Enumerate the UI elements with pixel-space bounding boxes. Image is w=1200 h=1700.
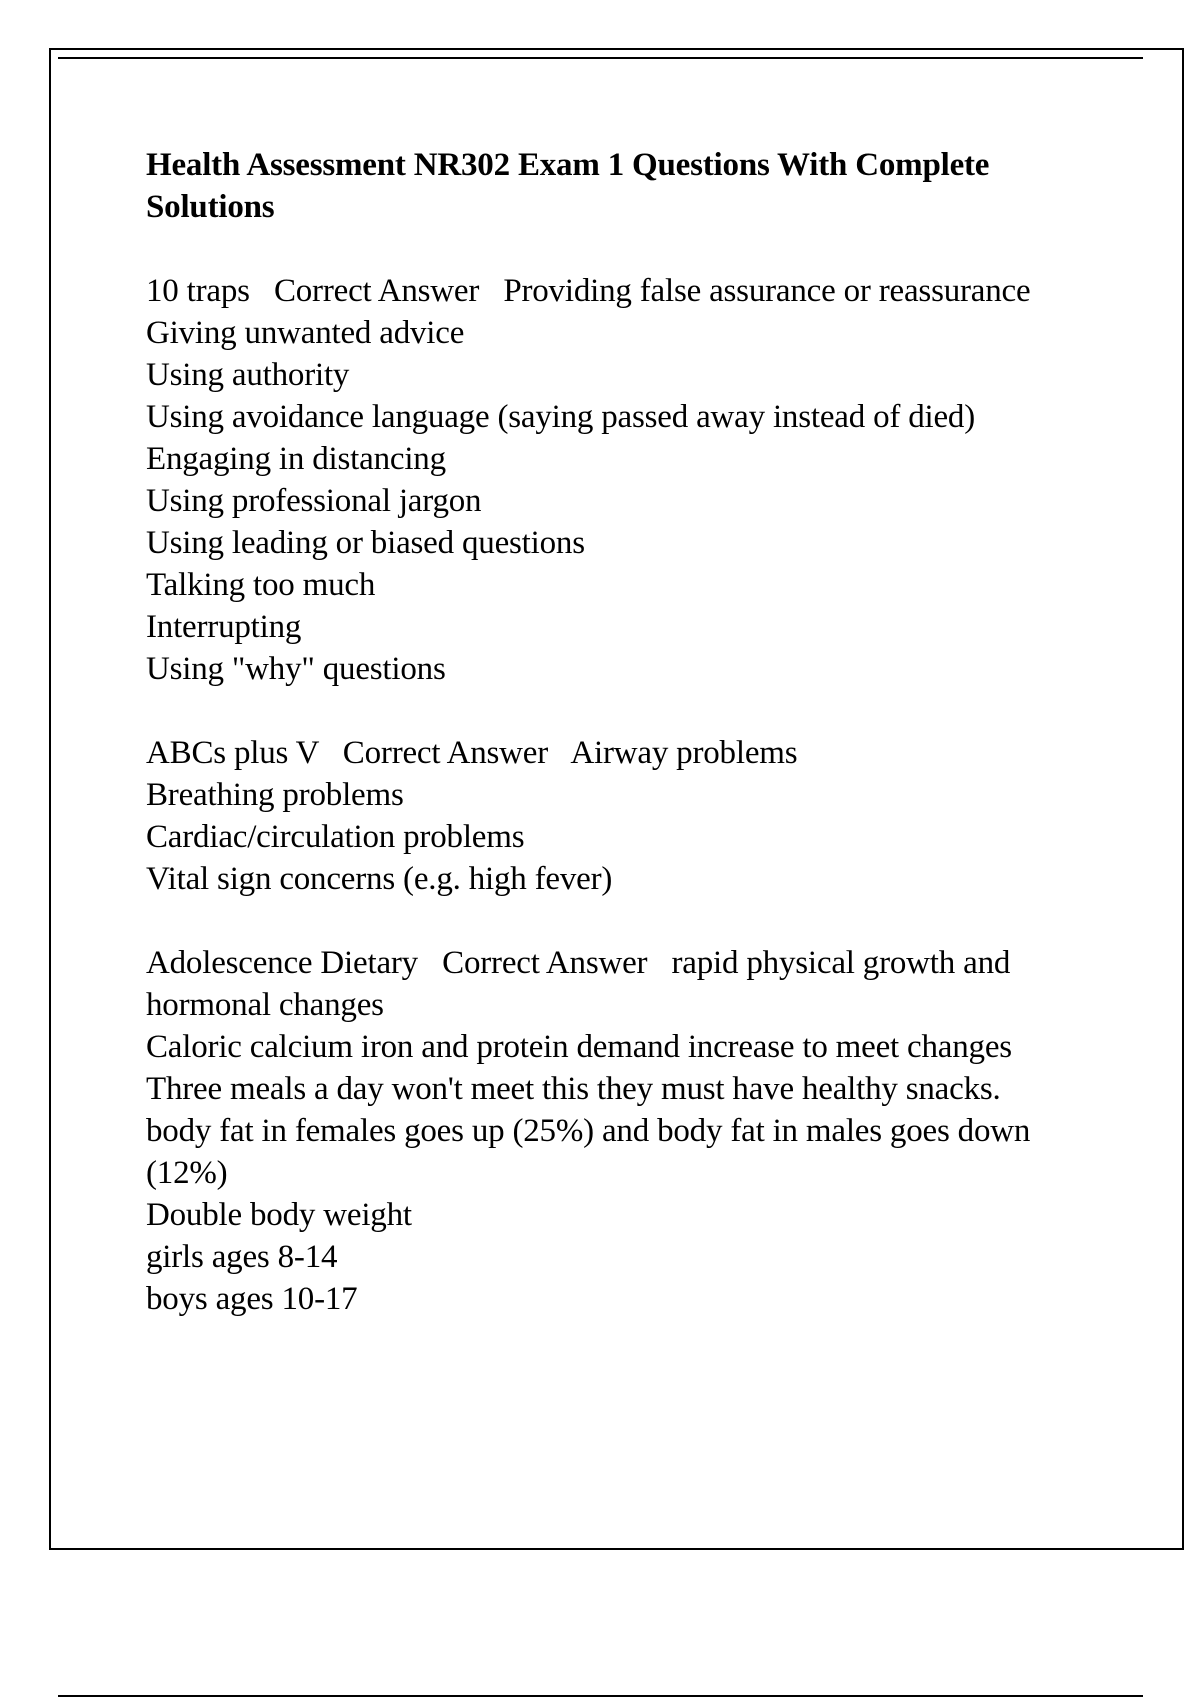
- qa-line: Using leading or biased questions: [146, 525, 585, 561]
- qa-line: Using professional jargon: [146, 483, 482, 519]
- qa-line: boys ages 10-17: [146, 1281, 358, 1317]
- qa-line: girls ages 8-14: [146, 1239, 338, 1275]
- qa-line: ABCs plus V Correct Answer Airway problems: [146, 735, 798, 771]
- qa-line: Using avoidance language (saying passed away instead of died): [146, 399, 976, 435]
- qa-line: Talking too much: [146, 567, 376, 603]
- qa-line: Giving unwanted advice: [146, 315, 465, 351]
- document-body: [146, 144, 1106, 1362]
- qa-line: Using "why" questions: [146, 651, 446, 687]
- qa-line: Using authority: [146, 357, 350, 393]
- qa-line: Caloric calcium iron and protein demand increase to meet changes: [146, 1029, 1012, 1065]
- qa-line: Double body weight: [146, 1197, 412, 1233]
- top-rule: [58, 57, 1143, 59]
- qa-block-10-traps: [146, 270, 1106, 690]
- qa-line: Adolescence Dietary Correct Answer rapid physical growth and hormonal changes: [146, 945, 1019, 1023]
- qa-block-abcs-plus-v: [146, 732, 1106, 900]
- qa-block-adolescence-dietary: [146, 942, 1106, 1320]
- qa-line: Engaging in distancing: [146, 441, 446, 477]
- qa-line: body fat in females goes up (25%) and body fat in males goes down (12%): [146, 1113, 1039, 1191]
- qa-line: Three meals a day won't meet this they must have healthy snacks.: [146, 1071, 1001, 1107]
- qa-line: Vital sign concerns (e.g. high fever): [146, 861, 613, 897]
- qa-line: Interrupting: [146, 609, 302, 645]
- qa-line: Cardiac/circulation problems: [146, 819, 525, 855]
- footer-rule: [58, 1695, 1143, 1697]
- document-title: Health Assessment NR302 Exam 1 Questions With Complete Solutions: [146, 147, 990, 225]
- qa-line: 10 traps Correct Answer Providing false assurance or reassurance: [146, 273, 1031, 309]
- qa-line: Breathing problems: [146, 777, 404, 813]
